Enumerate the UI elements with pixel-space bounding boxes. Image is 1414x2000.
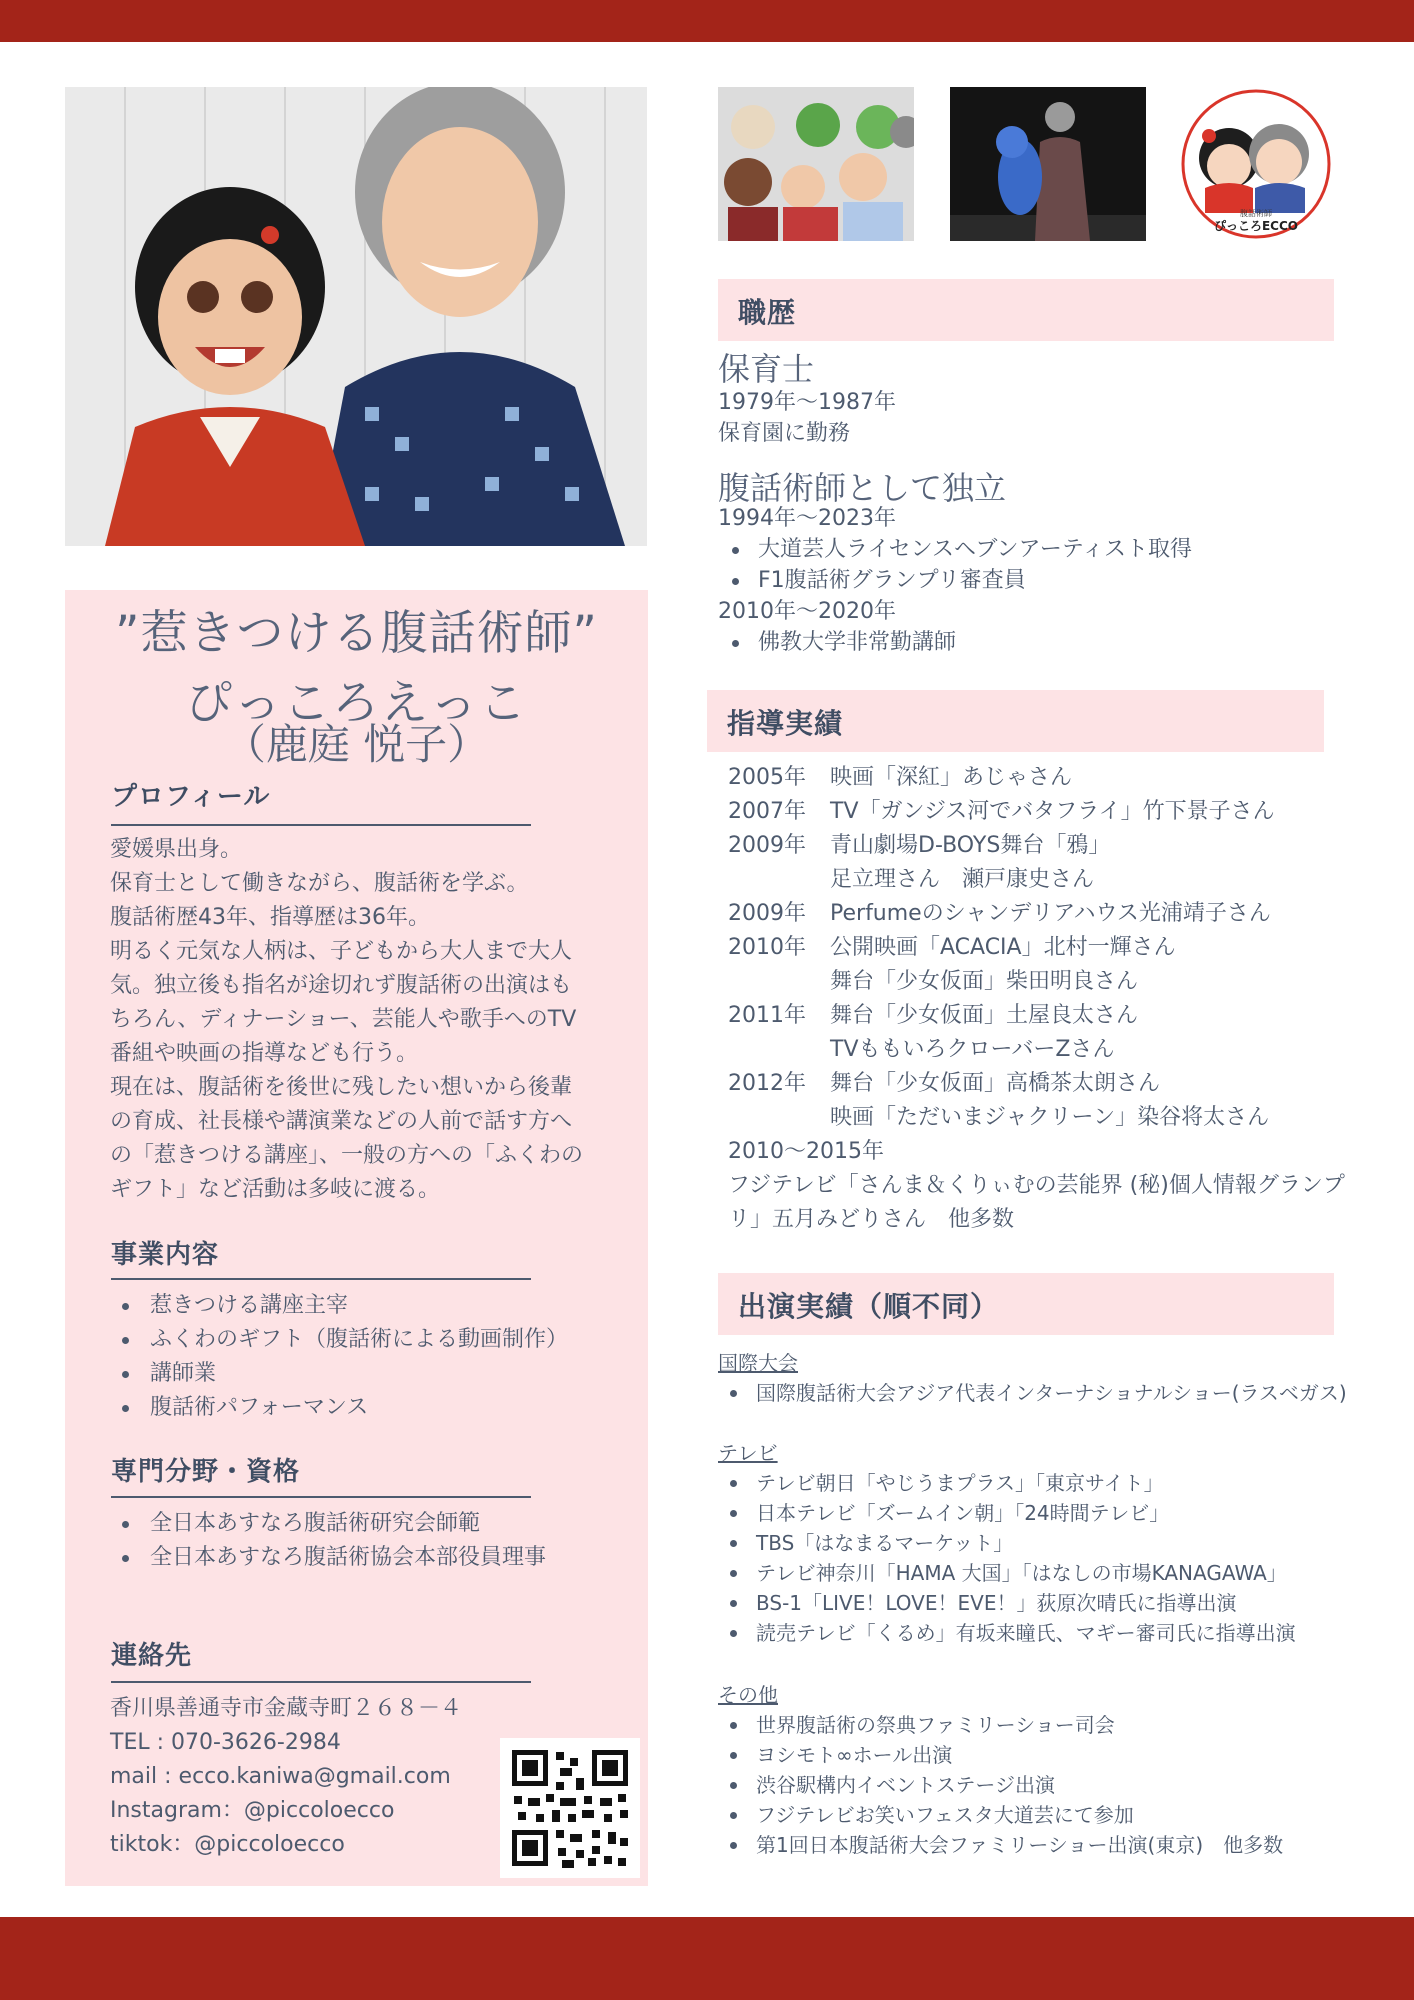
guidance-row bbox=[728, 931, 1348, 965]
profile-line: 保育士として働きながら、腹話術を学ぶ。 bbox=[110, 871, 529, 896]
list-item: 読売テレビ「くるめ」有坂来瞳氏、マギー審司氏に指導出演 bbox=[718, 1618, 1408, 1648]
guidance-text: 足立理さん 瀬戸康史さん bbox=[830, 867, 1095, 892]
guidance-text: 映画「ただいまジャクリーン」染谷将太さん bbox=[830, 1105, 1270, 1130]
guidance-text: 青山劇場D-BOYS舞台「鴉」 bbox=[830, 833, 1111, 858]
guidance-row bbox=[728, 863, 1348, 897]
hero-photo bbox=[65, 87, 647, 546]
contact-heading: 連絡先 bbox=[111, 1641, 193, 1671]
list-item: ふくわのギフト（腹話術による動画制作） bbox=[110, 1323, 630, 1357]
profile-line: 現在は、腹話術を後世に残したい想いから後輩の育成、社長様や講演業などの人前で話す方への「惹きつける講座」、一般の方への「ふくわのギフト」など活動は多岐に渡る。 bbox=[110, 1075, 584, 1202]
list-item: フジテレビお笑いフェスタ大道芸にて参加 bbox=[718, 1800, 1408, 1830]
list-item: 渋谷駅構内イベントステージ出演 bbox=[718, 1770, 1408, 1800]
guidance-year: 2009年 bbox=[728, 833, 806, 858]
job2-period: 1994年〜2023年 bbox=[718, 506, 896, 531]
list-item: F1腹話術グランプリ審査員 bbox=[718, 565, 1368, 596]
job1-period: 1979年〜1987年 bbox=[718, 390, 896, 415]
business-heading: 事業内容 bbox=[111, 1240, 220, 1270]
list-item: テレビ神奈川「HAMA 大国」「はなしの市場KANAGAWA」 bbox=[718, 1558, 1408, 1588]
job2-list2 bbox=[718, 627, 1368, 658]
tv-list bbox=[718, 1468, 1408, 1648]
guidance-text: 舞台「少女仮面」高橋茶太朗さん bbox=[830, 1071, 1161, 1096]
guidance-year: 2012年 bbox=[728, 1071, 806, 1096]
qualifications-heading: 専門分野・資格 bbox=[111, 1457, 301, 1487]
name-kana: ぴっころえっこ bbox=[185, 676, 528, 731]
guidance-extra: フジテレビ「さんま＆くりぃむの芸能界 (秘)個人情報グランプリ」五月みどりさん 他多数 bbox=[728, 1173, 1345, 1232]
guidance-text: 公開映画「ACACIA」北村一輝さん bbox=[830, 935, 1176, 960]
list-item: 日本テレビ「ズームイン朝」「24時間テレビ」 bbox=[718, 1498, 1408, 1528]
guidance-year: 2011年 bbox=[728, 1003, 806, 1028]
job1-details bbox=[718, 387, 896, 449]
list-item: ヨシモト∞ホール出演 bbox=[718, 1740, 1408, 1770]
profile-line: 明るく元気な人柄は、子どもから大人まで大人気。独立後も指名が途切れず腹話術の出演はもちろん、ディナーショー、芸能人や歌手へのTV番組や映画の指導なども行う。 bbox=[110, 939, 577, 1066]
list-item: BS-1「LIVE！LOVE！EVE！」荻原次晴氏に指導出演 bbox=[718, 1588, 1408, 1618]
business-list-wrap bbox=[110, 1289, 630, 1425]
guidance-header-box bbox=[707, 690, 1324, 752]
job2-list bbox=[718, 534, 1368, 596]
category-other: その他 bbox=[718, 1683, 778, 1707]
business-rule bbox=[111, 1278, 531, 1280]
category-international: 国際大会 bbox=[718, 1351, 798, 1375]
guidance-year bbox=[728, 1033, 830, 1067]
job2-period2: 2010年〜2020年 bbox=[718, 599, 896, 624]
list-item: テレビ朝日「やじうまプラス」「東京サイト」 bbox=[718, 1468, 1408, 1498]
guidance-year bbox=[728, 1101, 830, 1135]
guidance-year: 2005年 bbox=[728, 765, 806, 790]
guidance-year: 2007年 bbox=[728, 799, 806, 824]
profile-line: 愛媛県出身。 bbox=[110, 837, 243, 862]
list-item: 全日本あすなろ腹話術協会本部役員理事 bbox=[110, 1541, 630, 1575]
list-item: 全日本あすなろ腹話術研究会師範 bbox=[110, 1507, 630, 1541]
guidance-row bbox=[728, 999, 1348, 1033]
contact-block bbox=[110, 1692, 510, 1862]
top-band bbox=[0, 0, 1414, 42]
qualifications-list-wrap bbox=[110, 1507, 630, 1575]
list-item: 国際腹話術大会アジア代表インターナショナルショー(ラスベガス) bbox=[718, 1378, 1408, 1408]
guidance-text: TV「ガンジス河でバタフライ」竹下景子さん bbox=[830, 799, 1275, 824]
category-tv: テレビ bbox=[718, 1441, 778, 1465]
business-list bbox=[110, 1289, 630, 1425]
qr-code[interactable] bbox=[500, 1738, 640, 1878]
qualifications-rule bbox=[111, 1496, 531, 1498]
list-item: 第1回日本腹話術大会ファミリーショー出演(東京) 他多数 bbox=[718, 1830, 1408, 1860]
career-header-box bbox=[718, 279, 1334, 341]
guidance-text: Perfumeのシャンデリアハウス光浦靖子さん bbox=[830, 901, 1271, 926]
profile-rule bbox=[111, 824, 531, 826]
job1-desc: 保育園に勤務 bbox=[718, 421, 851, 446]
list-item: 世界腹話術の祭典ファミリーショー司会 bbox=[718, 1710, 1408, 1740]
guidance-row bbox=[728, 829, 1348, 863]
guidance-year bbox=[728, 965, 830, 999]
contact-tiktok[interactable]: tiktok：@piccoloecco bbox=[110, 1832, 345, 1857]
job2-title: 腹話術師として独立 bbox=[718, 469, 1007, 507]
guidance-year: 2010年 bbox=[728, 935, 806, 960]
performances-international bbox=[718, 1348, 1408, 1408]
stage-thumbnail bbox=[950, 87, 1146, 241]
tagline: ”惹きつける腹話術師” bbox=[115, 606, 598, 661]
guidance-row bbox=[728, 1101, 1348, 1135]
performances-heading: 出演実績（順不同） bbox=[738, 1290, 1000, 1323]
qualifications-list bbox=[110, 1507, 630, 1575]
guidance-row bbox=[728, 965, 1348, 999]
profile-heading: プロフィール bbox=[111, 782, 271, 812]
list-item: 腹話術パフォーマンス bbox=[110, 1391, 630, 1425]
guidance-row bbox=[728, 897, 1348, 931]
guidance-heading: 指導実績 bbox=[727, 707, 844, 740]
logo-small-text: 腹話術師 bbox=[1240, 209, 1272, 218]
international-list bbox=[718, 1378, 1408, 1408]
guidance-row bbox=[728, 1067, 1348, 1101]
other-list bbox=[718, 1710, 1408, 1860]
list-item: TBS「はなまるマーケット」 bbox=[718, 1528, 1408, 1558]
contact-instagram[interactable]: Instagram：@piccoloecco bbox=[110, 1798, 395, 1823]
list-item: 講師業 bbox=[110, 1357, 630, 1391]
performances-header-box bbox=[718, 1273, 1334, 1335]
name-kanji: （鹿庭 悦子） bbox=[223, 720, 490, 769]
guidance-year: 2009年 bbox=[728, 901, 806, 926]
job2-details bbox=[718, 503, 1368, 658]
guidance-row bbox=[728, 761, 1348, 795]
guidance-text: 舞台「少女仮面」土屋良太さん bbox=[830, 1003, 1139, 1028]
guidance-list bbox=[728, 761, 1348, 1237]
guidance-text: TVももいろクローバーZさん bbox=[830, 1037, 1115, 1062]
contact-rule bbox=[111, 1681, 531, 1683]
brand-logo bbox=[1181, 88, 1331, 240]
guidance-row bbox=[728, 795, 1348, 829]
profile-line: 腹話術歴43年、指導歴は36年。 bbox=[110, 905, 430, 930]
list-item: 大道芸人ライセンスヘブンアーティスト取得 bbox=[718, 534, 1368, 565]
bottom-band bbox=[0, 1917, 1414, 2000]
list-item: 佛教大学非常勤講師 bbox=[718, 627, 1368, 658]
contact-address: 香川県善通寺市金蔵寺町２６８－４ bbox=[110, 1696, 463, 1721]
list-item: 惹きつける講座主宰 bbox=[110, 1289, 630, 1323]
career-heading: 職歴 bbox=[738, 296, 797, 329]
guidance-text: 映画「深紅」あじゃさん bbox=[830, 765, 1073, 790]
logo-brand-text: ぴっころECCO bbox=[1213, 219, 1299, 233]
performances-other bbox=[718, 1680, 1408, 1860]
guidance-period: 2010〜2015年 bbox=[728, 1139, 884, 1164]
performances-tv bbox=[718, 1438, 1408, 1648]
contact-tel[interactable]: TEL : 070-3626-2984 bbox=[110, 1730, 341, 1755]
puppets-thumbnail bbox=[718, 87, 914, 241]
guidance-year bbox=[728, 863, 830, 897]
profile-text bbox=[110, 833, 590, 1207]
guidance-text: 舞台「少女仮面」柴田明良さん bbox=[830, 969, 1139, 994]
job1-title: 保育士 bbox=[718, 350, 815, 388]
guidance-row bbox=[728, 1033, 1348, 1067]
contact-mail[interactable]: mail : ecco.kaniwa@gmail.com bbox=[110, 1764, 451, 1789]
